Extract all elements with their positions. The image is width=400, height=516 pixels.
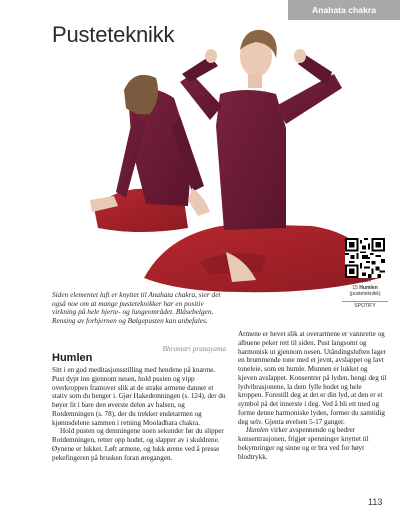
left-paragraph-2: Hold pusten og demningene noen sekunder før du slipper Rotdemningen, retter opp hodet, og slapper av i skuldrene. Øynene er lukket. Løft armene, og lukk ørene ved å presse pekefingeren på brusken foran øregangen.	[52, 427, 224, 462]
chapter-tab-label: Anahata chakra	[311, 5, 376, 15]
qr-line-1: Lydfil	[359, 278, 371, 284]
left-column	[52, 366, 228, 462]
audio-qr-box	[342, 238, 388, 309]
caption-credit: Bhramari pranayama	[162, 344, 226, 353]
figure-leaning-forward	[90, 75, 210, 232]
section-heading: Humlen	[52, 352, 93, 364]
left-paragraph-1: Sitt i en god meditasjonsstilling med hendene på knærne. Pust dypt inn gjennom nesen, hold pusten og vipp overkroppen framover slik at de strake armene danner et stativ som du henger i. Gjør Hakedemningen (s. 124), der du bøyer lit i bare den øverste delen av halsen, og Rotdemningen (s. 78), der du trekker endetarmen og kjønnsdelene sammen i retning Mooladhara chakra.	[52, 366, 226, 427]
right-column	[238, 330, 388, 461]
right-paragraph-2	[238, 426, 388, 461]
right-paragraph-1: Armene er hevet slik at overarmene er vannrette og albuene peker rett til siden. Pust langsomt og harmonisk ut gjennom nesen. Utåndingsluften lager en brummende tone med et jevnt, avslappet og lavt toneleie, som en humle. Munnen er lukket og kjeven avslappet. Konsentrer på lyden, hengi deg til lydvibrasjonene, la dem fylle hodet og hele kroppen. Forestill deg at det er din lyd, at den er et symbol på det innerste i deg. Ved å bli ett med og forme denne harmoniske lyden, former du samtidig deg selv. Gjenta øvelsen 5-17 ganger.	[238, 330, 387, 426]
qr-caption	[342, 278, 388, 309]
page-title: Pusteteknikk	[52, 22, 175, 47]
page-number: 113	[368, 497, 383, 507]
right-paragraph-2-emphasis: Humlen	[246, 426, 269, 435]
qr-line-2: 15	[352, 284, 358, 291]
qr-line-3: (pusteteknikk)	[349, 291, 381, 298]
right-paragraph-2-text: virker avspennende og bedrer konsentrasjonen, frigjør spenninger knyttet til bekymringer og sinne og er bra ved for høyt blodtrykk.	[238, 426, 369, 461]
qr-service-label: SPOTIFY	[342, 301, 388, 310]
photo-caption: Siden elementet luft er knyttet til Anahata chakra, sier det også noe om at mange pusteteknikker har en positiv virkning på hele hjerte- og lungeområdet. Blåsebelgen, Rensing av forhjernen og Bølgepusten kan anbefales.	[52, 290, 221, 326]
qr-track-name: Humlen	[359, 284, 378, 291]
qr-code[interactable]	[345, 238, 385, 278]
